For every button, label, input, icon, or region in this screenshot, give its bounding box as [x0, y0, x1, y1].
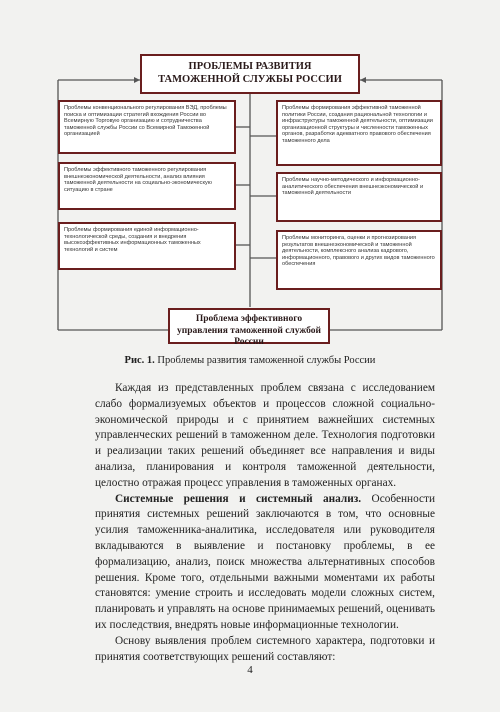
- top-title: ПРОБЛЕМЫ РАЗВИТИЯ ТАМОЖЕННОЙ СЛУЖБЫ РОССИИ: [158, 61, 342, 85]
- paragraph-2-text: Особенности принятия системных решений заключаются в том, что основные усилия таможенника-аналитика, исследователя или руководителя вкладываются в выявление и постановку проблемы, в ее формализацию, анализ, поиск множества альтернативных способов решения. Кроме того, отдельными важными моментами их работы становятся: умение строить и исследовать модели сложных систем, планировать и управлять на основе принимаемых решений, оценивать их последствия, внедрять новые информационные технологии.: [95, 492, 435, 631]
- paragraph-2: [95, 492, 435, 634]
- right-box-1: [276, 100, 442, 166]
- figure-label: Рис. 1.: [124, 355, 155, 366]
- paragraph-3: Основу выявления проблем системного характера, подготовки и принятия соответствующих решений составляют:: [95, 634, 435, 663]
- right-box-1-text: Проблемы формирования эффективной таможенной политики России, создания рациональной технологии и инфраструктуры таможенной деятельности, оптимизации организационной структуры и численности таможенных органов, разработки адекватного правового обеспечения таможенного дела: [282, 105, 433, 144]
- right-box-3-text: Проблемы мониторинга, оценки и прогнозирования результатов внешнеэкономической и таможенной деятельности, комплексного анализа кадрового, информационного, правового и других видов таможенного обеспечения: [282, 235, 435, 268]
- body-text: [95, 381, 435, 665]
- figure-caption: [0, 355, 500, 366]
- left-box-2-text: Проблемы эффективного таможенного регулирования внешнеэкономической деятельности, анализ влияния таможенной деятельности на социально-экономическую ситуацию в стране: [64, 167, 212, 193]
- bottom-title-box: [168, 308, 330, 347]
- paragraph-1: Каждая из представленных проблем связана с исследованием слабо формализуемых объектов и процессов сложной социально-экономической природы и с принятием важнейших системных управленческих решений в таможенном деле. Технология подготовки и реализации таких решений объединяет все направления и виды анализа, планирования и контроля таможенной деятельности, целостно отражая процесс управления в таможенных органах.: [95, 382, 435, 489]
- figure-caption-text: Проблемы развития таможенной службы России: [157, 355, 376, 366]
- left-box-2: [58, 162, 236, 210]
- left-box-1: [58, 100, 236, 154]
- left-box-1-text: Проблемы конвенционального регулирования ВЭД, проблемы поиска и оптимизации стратегий вхождения России во Всемирную Торговую организацию и сотрудничества таможенной службы России со Всемирной Таможенной организацией: [64, 105, 227, 138]
- top-title-box: [140, 54, 360, 94]
- right-box-2-text: Проблемы научно-методического и информационно-аналитического обеспечения внешнеэкономической и таможенной деятельности: [282, 177, 424, 197]
- bottom-title: Проблема эффективного управления таможенной службой России: [177, 314, 321, 347]
- paragraph-2-heading: Системные решения и системный анализ.: [115, 492, 362, 505]
- left-box-3: [58, 222, 236, 270]
- left-box-3-text: Проблемы формирования единой информационно-технологической среды, создания и внедрения высокоэффективных информационных таможенных технологий и систем: [64, 227, 201, 253]
- right-box-3: [276, 230, 442, 290]
- page-number: 4: [247, 664, 253, 676]
- right-box-2: [276, 172, 442, 222]
- arrow-top-right: [360, 77, 366, 83]
